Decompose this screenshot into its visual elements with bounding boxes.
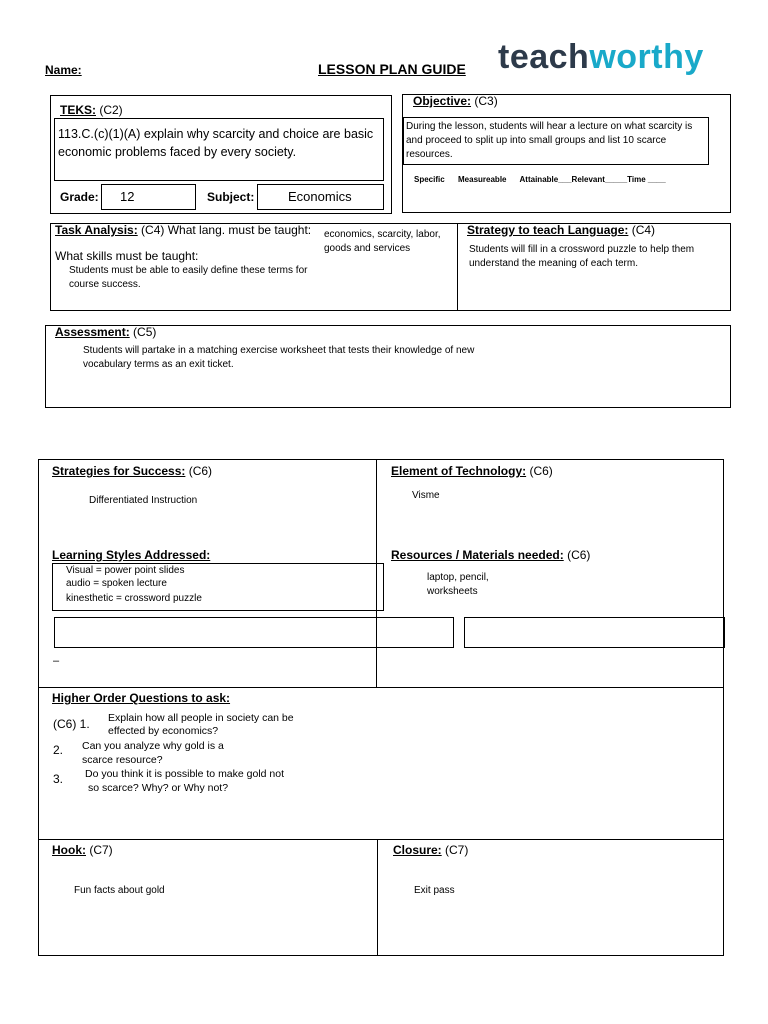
smart-criteria: Specific Measureable Attainable___Relevant_____Time ____ xyxy=(414,175,666,184)
subject-field[interactable] xyxy=(257,184,384,210)
resource-line: worksheets xyxy=(427,586,478,597)
subject-value: Economics xyxy=(288,189,352,204)
hoq-question-1-line: effected by economics? xyxy=(108,725,219,737)
hook-heading: Hook: (C7) xyxy=(52,843,113,857)
resources-extra-field[interactable] xyxy=(464,617,725,648)
row-divider-1 xyxy=(38,687,724,688)
objective-field[interactable] xyxy=(403,117,709,165)
hoq-question-1-line: Explain how all people in society can be xyxy=(108,712,294,724)
learning-styles-field[interactable] xyxy=(52,563,384,611)
strategy-language-heading: Strategy to teach Language: (C4) xyxy=(467,223,656,237)
hoq-question-2-line: Can you analyze why gold is a xyxy=(82,740,224,752)
col-divider-bottom xyxy=(377,839,378,956)
page-title: LESSON PLAN GUIDE xyxy=(318,61,466,77)
skills-heading: What skills must be taught: xyxy=(55,249,199,263)
resource-line: laptop, pencil, xyxy=(427,572,489,583)
technology-heading: Element of Technology: (C6) xyxy=(391,464,553,478)
teks-standard-text: 113.C.(c)(1)(A) explain why scarcity and choice are basic economic problems faced by every society. xyxy=(58,127,374,159)
hoq-number-2: 2. xyxy=(53,743,64,757)
learning-styles-heading: Learning Styles Addressed: xyxy=(52,548,211,562)
skills-answer: Students must be able to easily define these terms for course success. xyxy=(69,265,308,290)
technology-text: Visme xyxy=(412,490,440,501)
hoq-question-2-line: scarce resource? xyxy=(82,754,163,766)
objective-text: During the lesson, students will hear a lecture on what scarcity is and proceed to split up into small groups and list 10 scarce resources. xyxy=(406,121,693,160)
closure-heading: Closure: (C7) xyxy=(393,843,469,857)
subject-label: Subject: xyxy=(207,190,255,204)
assessment-text: Students will partake in a matching exercise worksheet that tests their knowledge of new vocabulary terms as an exit ticket. xyxy=(83,345,475,370)
resources-heading: Resources / Materials needed: (C6) xyxy=(391,548,591,562)
grade-field[interactable] xyxy=(101,184,196,210)
hoq-number-1: (C6) 1. xyxy=(53,717,90,731)
closure-text: Exit pass xyxy=(414,885,455,896)
learning-style-line: kinesthetic = crossword puzzle xyxy=(66,593,202,604)
objective-heading: Objective: (C3) xyxy=(413,94,498,108)
task-analysis-heading: Task Analysis: (C4) What lang. must be taught: xyxy=(55,223,312,237)
row-divider-2 xyxy=(38,839,724,840)
grade-label: Grade: xyxy=(60,190,99,204)
teachworthy-logo: teachworthy xyxy=(498,38,704,76)
strategies-success-text: Differentiated Instruction xyxy=(89,495,198,506)
name-label: Name: xyxy=(45,63,82,77)
strategy-language-text: Students will fill in a crossword puzzle to help them understand the meaning of each term. xyxy=(469,244,695,269)
learning-style-line: Visual = power point slides xyxy=(66,565,185,576)
assessment-heading: Assessment: (C5) xyxy=(55,325,157,339)
hoq-question-3-line: so scarce? Why? or Why not? xyxy=(88,782,229,794)
learning-style-line: audio = spoken lecture xyxy=(66,578,167,589)
strategies-success-heading: Strategies for Success: (C6) xyxy=(52,464,213,478)
learning-styles-extra-field[interactable] xyxy=(54,617,454,648)
dash-mark: – xyxy=(53,655,60,667)
hoq-heading: Higher Order Questions to ask: xyxy=(52,691,231,705)
hoq-number-3: 3. xyxy=(53,772,64,786)
grade-value: 12 xyxy=(120,189,135,204)
lower-table xyxy=(38,459,724,956)
hoq-question-3-line: Do you think it is possible to make gold not xyxy=(85,768,285,780)
language-answer: economics, scarcity, labor, goods and services xyxy=(324,229,441,254)
teks-standard-field[interactable] xyxy=(54,118,384,181)
section-divider xyxy=(457,223,458,311)
hook-text: Fun facts about gold xyxy=(74,885,165,896)
teks-heading: TEKS: (C2) xyxy=(60,103,123,117)
